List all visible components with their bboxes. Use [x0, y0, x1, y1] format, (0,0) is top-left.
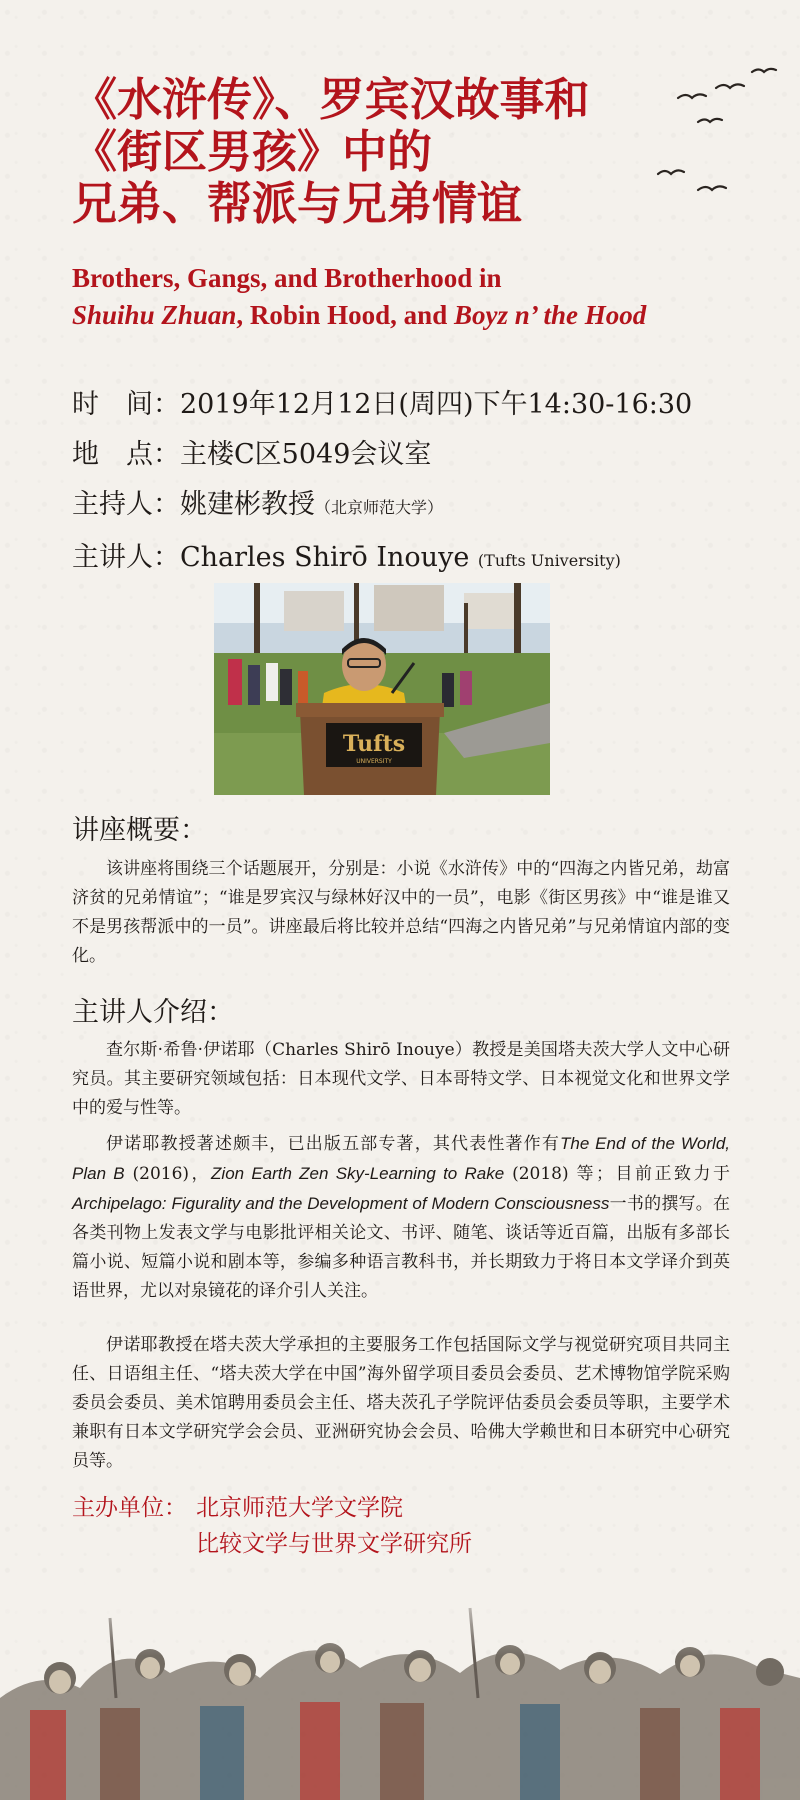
organizer: [72, 1490, 472, 1562]
book-title-archipelago: Archipelago: Figurality and the Development of Modern Consciousness: [72, 1194, 610, 1213]
podium-text: Tufts: [342, 731, 406, 757]
bio-heading: 主讲人介绍：: [72, 997, 234, 1028]
time-label: 时 间：: [72, 389, 180, 420]
bio-p2-c: (2016)，: [124, 1164, 212, 1184]
host-label: 主持人：: [72, 489, 180, 520]
bio-paragraph-3: 伊诺耶教授在塔夫茨大学承担的主要服务工作包括国际文学与视觉研究项目共同主任、日语组主任、“塔夫茨大学在中国”海外留学项目委员会委员、艺术博物馆学院采购委员会委员、美术馆聘用委员会主任、塔夫茨孔子学院评估委员会委员等职，主要学术兼职有日本文学研究学会会员、亚洲研究协会会员、哈佛大学赖世和日本研究中心研究员等。: [72, 1335, 730, 1471]
title-cn-line2: 《街区男孩》中的: [72, 125, 433, 178]
place-value: 主楼C区5049会议室: [180, 439, 432, 470]
host-value: 姚建彬教授: [180, 489, 315, 520]
bird: [752, 69, 776, 72]
title-en-robin: , Robin Hood, and: [236, 300, 454, 330]
speaker-photo: [214, 583, 550, 795]
speaker-label: 主讲人：: [72, 542, 180, 573]
title-en-boyz: Boyz n’ the Hood: [453, 300, 647, 330]
info-speaker: [72, 533, 752, 586]
summary-text: 该讲座将围绕三个话题展开，分别是：小说《水浒传》中的“四海之内皆兄弟，劫富济贫的兄弟情谊”；“谁是罗宾汉与绿林好汉中的一员”，电影《街区男孩》中“谁是谁又不是男孩帮派中的一员”。讲座最后将比较并总结“四海之内皆兄弟”与兄弟情谊内部的变化。: [72, 859, 730, 966]
info-host: [72, 480, 752, 533]
host-affiliation: （北京师范大学）: [315, 498, 444, 517]
title-en-line1: Brothers, Gangs, and Brotherhood in: [72, 263, 502, 293]
title-english: [72, 260, 772, 334]
title-cn-line1: 《水浒传》、罗宾汉故事和: [72, 73, 590, 126]
book-title-end-of-world: The End of the World, Plan B: [72, 1134, 730, 1183]
info-place: [72, 430, 752, 480]
title-en-line2: [72, 297, 772, 334]
organizer-line2: 比较文学与世界文学研究所: [196, 1531, 472, 1557]
bio-p2-a: 伊诺耶教授著述颇丰，已出版五部专著，其代表性著作有: [106, 1134, 560, 1154]
bio-paragraph-2: [72, 1129, 730, 1306]
speaker-affiliation: (Tufts University): [477, 551, 621, 570]
bird: [716, 84, 744, 88]
podium-subtext: UNIVERSITY: [356, 758, 392, 765]
organizer-line1: 北京师范大学文学院: [196, 1495, 403, 1521]
summary-heading: 讲座概要：: [72, 815, 207, 846]
podium: [296, 703, 444, 795]
title-cn-line3: 兄弟、帮派与兄弟情谊: [72, 177, 523, 230]
bio-paragraph-1: 查尔斯·希鲁·伊诺耶（Charles Shirō Inouye）教授是美国塔夫茨大学人文中心研究员。其主要研究领域包括：日本现代文学、日本哥特文学、日本视觉文化和世界文学中的爱与性等。: [72, 1040, 730, 1118]
event-info: [72, 380, 752, 586]
heroes-painting: [0, 1578, 800, 1800]
speaker-value: Charles Shirō Inouye: [180, 542, 470, 573]
title-chinese: [72, 74, 712, 230]
bio-p2-g: 一书的撰写。在各类刊物上发表文学与电影批评相关论文、书评、随笔、谈话等近百篇，出版有多部长篇小说、短篇小说和剧本等，参编多种语言教科书，并长期致力于将日本文学译介到英语世界，尤以对泉镜花的译介引人关注。: [72, 1194, 731, 1301]
bio-p2-e: (2018) 等；目前正致力于: [504, 1164, 730, 1184]
place-label: 地 点：: [72, 439, 180, 470]
organizer-label: 主办单位：: [72, 1495, 187, 1521]
time-value: 2019年12月12日(周四)下午14:30-16:30: [180, 389, 693, 420]
book-title-zion: Zion Earth Zen Sky-Learning to Rake: [211, 1164, 505, 1183]
info-time: [72, 380, 752, 430]
title-en-shuihu: Shuihu Zhuan: [72, 300, 237, 330]
